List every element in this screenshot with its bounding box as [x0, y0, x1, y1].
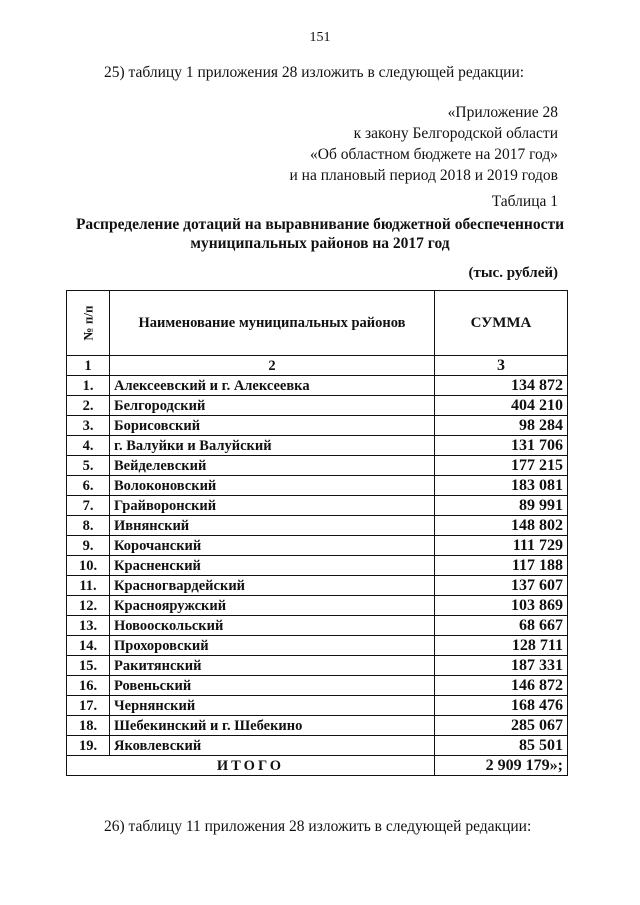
row-district: Борисовский — [110, 416, 435, 436]
header-number: № п/п — [67, 291, 110, 356]
row-district: Шебекинский и г. Шебекино — [110, 716, 435, 736]
row-district: Грайворонский — [110, 496, 435, 516]
row-sum: 128 711 — [435, 636, 568, 656]
total-row — [67, 756, 568, 776]
row-sum: 89 991 — [435, 496, 568, 516]
row-sum: 183 081 — [435, 476, 568, 496]
table-row — [67, 576, 568, 596]
row-number: 13. — [67, 616, 110, 636]
table-row — [67, 536, 568, 556]
row-number: 5. — [67, 456, 110, 476]
table-row — [67, 676, 568, 696]
row-district: Волоконовский — [110, 476, 435, 496]
row-sum: 98 284 — [435, 416, 568, 436]
table-row — [67, 416, 568, 436]
row-sum: 146 872 — [435, 676, 568, 696]
row-number: 9. — [67, 536, 110, 556]
row-number: 8. — [67, 516, 110, 536]
index-cell: 1 — [67, 356, 110, 376]
row-number: 1. — [67, 376, 110, 396]
table-row — [67, 636, 568, 656]
outro-text: 26) таблицу 11 приложения 28 изложить в следующей редакции: — [104, 818, 532, 835]
row-sum: 148 802 — [435, 516, 568, 536]
table-number: Таблица 1 — [491, 193, 558, 210]
row-sum: 168 476 — [435, 696, 568, 716]
table-row — [67, 376, 568, 396]
row-sum: 134 872 — [435, 376, 568, 396]
table-row — [67, 696, 568, 716]
table-row — [67, 496, 568, 516]
row-district: Корочанский — [110, 536, 435, 556]
index-row — [67, 356, 568, 376]
row-sum: 187 331 — [435, 656, 568, 676]
header-sum: СУММА — [435, 291, 568, 356]
row-number: 15. — [67, 656, 110, 676]
row-number: 3. — [67, 416, 110, 436]
row-number: 14. — [67, 636, 110, 656]
index-cell: 3 — [435, 356, 568, 376]
table-row — [67, 456, 568, 476]
appendix-line: к закону Белгородской области — [353, 125, 558, 142]
row-number: 12. — [67, 596, 110, 616]
row-sum: 68 667 — [435, 616, 568, 636]
table-row — [67, 556, 568, 576]
header-row — [67, 291, 568, 356]
table-row — [67, 716, 568, 736]
row-district: Ровеньский — [110, 676, 435, 696]
row-sum: 404 210 — [435, 396, 568, 416]
page-number: 151 — [309, 30, 331, 45]
appendix-header — [289, 102, 558, 186]
row-sum: 111 729 — [435, 536, 568, 556]
row-number: 10. — [67, 556, 110, 576]
row-sum: 85 501 — [435, 736, 568, 756]
index-cell: 2 — [110, 356, 435, 376]
table-row — [67, 596, 568, 616]
table-title — [60, 215, 580, 253]
row-number: 17. — [67, 696, 110, 716]
row-district: Прохоровский — [110, 636, 435, 656]
row-sum: 137 607 — [435, 576, 568, 596]
table-row — [67, 656, 568, 676]
row-district: Красногвардейский — [110, 576, 435, 596]
table-row — [67, 736, 568, 756]
row-number: 16. — [67, 676, 110, 696]
row-district: Краснояружский — [110, 596, 435, 616]
title-line-2: муниципальных районов на 2017 год — [190, 235, 450, 252]
table-row — [67, 436, 568, 456]
row-number: 4. — [67, 436, 110, 456]
row-number: 19. — [67, 736, 110, 756]
total-label: ИТОГО — [67, 756, 435, 776]
appendix-line: и на плановый период 2018 и 2019 годов — [289, 167, 558, 184]
row-sum: 131 706 — [435, 436, 568, 456]
table-row — [67, 516, 568, 536]
table-row — [67, 476, 568, 496]
row-sum: 117 188 — [435, 556, 568, 576]
table-row — [67, 396, 568, 416]
row-district: Новооскольский — [110, 616, 435, 636]
row-number: 18. — [67, 716, 110, 736]
row-district: Чернянский — [110, 696, 435, 716]
row-district: г. Валуйки и Валуйский — [110, 436, 435, 456]
row-district: Красненский — [110, 556, 435, 576]
row-district: Вейделевский — [110, 456, 435, 476]
row-sum: 103 869 — [435, 596, 568, 616]
total-sum: 2 909 179»; — [435, 756, 568, 776]
row-district: Яковлевский — [110, 736, 435, 756]
row-number: 11. — [67, 576, 110, 596]
row-district: Ивнянский — [110, 516, 435, 536]
units-label: (тыс. рублей) — [468, 265, 558, 281]
row-number: 7. — [67, 496, 110, 516]
header-name: Наименование муниципальных районов — [110, 291, 435, 356]
row-sum: 285 067 — [435, 716, 568, 736]
intro-text: 25) таблицу 1 приложения 28 изложить в следующей редакции: — [104, 64, 525, 81]
row-district: Ракитянский — [110, 656, 435, 676]
title-line-1: Распределение дотаций на выравнивание бюджетной обеспеченности — [75, 216, 565, 233]
appendix-line: «Приложение 28 — [447, 104, 558, 121]
row-number: 6. — [67, 476, 110, 496]
appendix-line: «Об областном бюджете на 2017 год» — [310, 146, 558, 163]
subsidy-table — [66, 290, 568, 776]
row-district: Алексеевский и г. Алексеевка — [110, 376, 435, 396]
table-row — [67, 616, 568, 636]
row-number: 2. — [67, 396, 110, 416]
row-district: Белгородский — [110, 396, 435, 416]
row-sum: 177 215 — [435, 456, 568, 476]
